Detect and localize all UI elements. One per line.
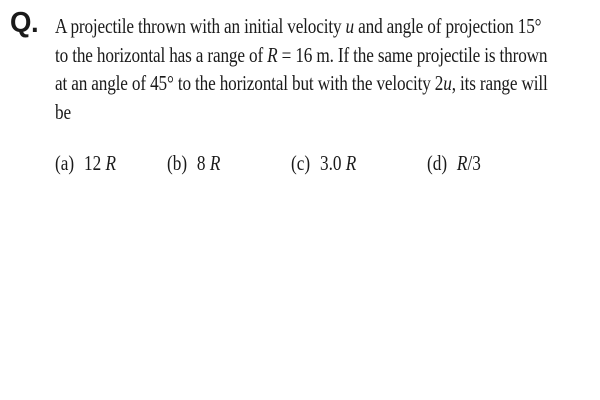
option-c[interactable] xyxy=(291,149,356,177)
question-text-segment: to the horizontal has a range of xyxy=(55,42,268,67)
option-letter: (c) xyxy=(291,151,311,175)
option-d[interactable] xyxy=(427,149,481,177)
question-text-segment: be xyxy=(55,99,71,124)
question-text-segment: at an angle of 45° to the horizontal but with the velocity 2 xyxy=(55,71,444,95)
option-value: 12 xyxy=(83,151,106,175)
question-text-segment: and angle of projection 15° xyxy=(354,14,542,38)
option-b[interactable] xyxy=(167,149,220,177)
option-variable: R xyxy=(209,151,221,175)
question-label: Q. xyxy=(10,7,39,39)
option-value: 3.0 xyxy=(319,151,346,175)
option-variable: R xyxy=(345,151,357,175)
option-letter: (b) xyxy=(167,151,188,175)
variable-r: R xyxy=(267,42,278,67)
option-a[interactable] xyxy=(55,149,116,177)
question-line xyxy=(55,41,548,70)
option-value: 8 xyxy=(196,151,210,175)
option-tail: /3 xyxy=(467,151,481,175)
question-text-segment: = 16 m. If the same projectile is thrown xyxy=(277,42,548,67)
option-variable: R xyxy=(105,151,117,175)
option-letter: (d) xyxy=(427,151,448,175)
option-letter: (a) xyxy=(55,151,75,175)
answer-options xyxy=(55,149,575,177)
question-text-segment: , its range will xyxy=(451,71,548,95)
question-line xyxy=(55,12,542,41)
question-line xyxy=(55,69,548,98)
variable-u: u xyxy=(443,71,452,95)
option-variable: R xyxy=(456,151,468,175)
question-line xyxy=(55,98,498,127)
question-text-segment: A projectile thrown with an initial velocity xyxy=(55,14,346,38)
question-text xyxy=(55,12,595,126)
variable-u: u xyxy=(345,14,355,38)
